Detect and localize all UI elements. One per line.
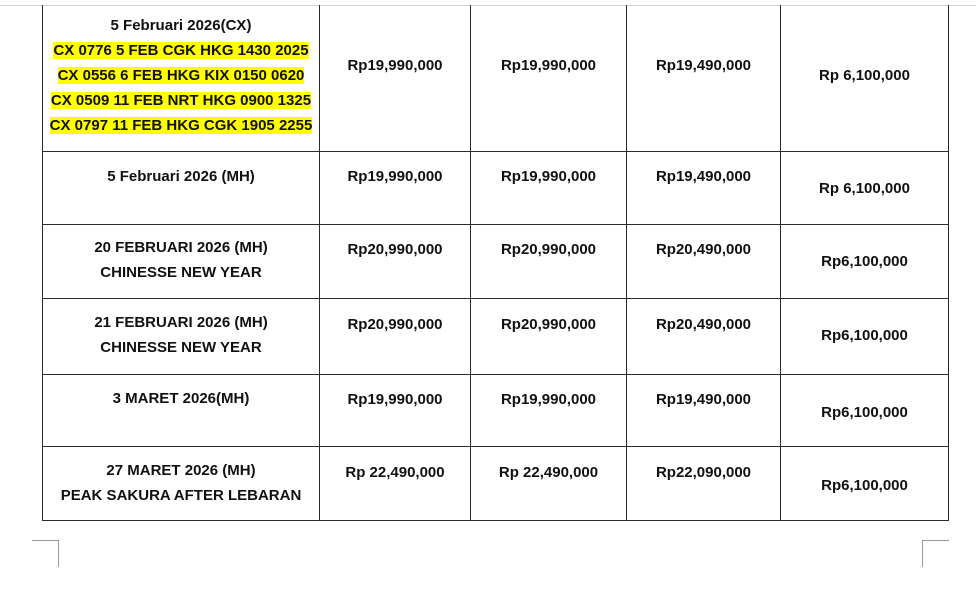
- price-cell: [471, 151, 627, 224]
- date-line-text: CHINESSE NEW YEAR: [100, 338, 262, 356]
- departure-date-cell: [43, 5, 320, 151]
- price-value: Rp19,990,000: [347, 390, 443, 408]
- date-line: [43, 113, 319, 138]
- price-value: Rp20,990,000: [500, 315, 597, 333]
- date-line-text: PEAK SAKURA AFTER LEBARAN: [60, 486, 302, 504]
- table-row: [43, 224, 949, 298]
- price-value: Rp19,490,000: [655, 57, 752, 74]
- price-value: Rp19,990,000: [347, 57, 443, 74]
- date-line: [43, 483, 319, 508]
- price-cell: [320, 224, 471, 298]
- extra-cost-cell: [781, 298, 949, 374]
- price-value: Rp20,490,000: [655, 315, 752, 333]
- price-cell: [320, 374, 471, 446]
- price-cell: [320, 5, 471, 151]
- date-line-text: 20 FEBRUARI 2026 (MH): [94, 238, 268, 256]
- date-line-text: 5 Februari 2026 (MH): [107, 167, 255, 185]
- departure-date-cell: [43, 151, 320, 224]
- table-row: [43, 446, 949, 520]
- price-value: Rp20,490,000: [655, 240, 752, 258]
- extra-cost-value: Rp6,100,000: [821, 476, 908, 494]
- extra-cost-value: Rp6,100,000: [821, 326, 908, 344]
- date-line: [43, 164, 319, 189]
- departure-date-cell: [43, 224, 320, 298]
- extra-cost-value: Rp 6,100,000: [819, 67, 910, 84]
- price-table: [42, 5, 949, 521]
- extra-cost-cell: [781, 151, 949, 224]
- price-cell: [320, 298, 471, 374]
- price-cell: [471, 374, 627, 446]
- price-cell: [320, 151, 471, 224]
- departure-date-cell: [43, 374, 320, 446]
- date-line: [43, 13, 319, 38]
- date-line: [43, 260, 319, 285]
- price-cell: [627, 446, 781, 520]
- price-cell: [471, 5, 627, 151]
- price-cell: [627, 298, 781, 374]
- departure-date-cell: [43, 298, 320, 374]
- price-cell: [627, 151, 781, 224]
- price-value: Rp19,990,000: [500, 390, 597, 408]
- price-cell: [320, 446, 471, 520]
- price-value: Rp20,990,000: [500, 240, 597, 258]
- date-line-text: CX 0509 11 FEB NRT HKG 0900 1325: [50, 92, 312, 109]
- price-cell: [471, 446, 627, 520]
- date-line-text: 21 FEBRUARI 2026 (MH): [94, 313, 268, 331]
- price-value: Rp19,990,000: [500, 167, 597, 185]
- price-cell: [627, 5, 781, 151]
- extra-cost-cell: [781, 224, 949, 298]
- extra-cost-cell: [781, 374, 949, 446]
- price-cell: [627, 224, 781, 298]
- price-cell: [471, 298, 627, 374]
- date-line-text: CHINESSE NEW YEAR: [100, 263, 262, 281]
- price-value: Rp 22,490,000: [345, 463, 445, 481]
- price-value: Rp19,990,000: [347, 167, 443, 185]
- date-line-text: 3 MARET 2026(MH): [112, 389, 250, 407]
- date-line: [43, 38, 319, 63]
- table-row: [43, 5, 949, 151]
- date-line: [43, 386, 319, 411]
- date-line-text: CX 0797 11 FEB HKG CGK 1905 2255: [49, 117, 313, 134]
- date-line: [43, 458, 319, 483]
- price-value: Rp20,990,000: [347, 315, 443, 333]
- date-line: [43, 335, 319, 360]
- price-cell: [471, 224, 627, 298]
- extra-cost-cell: [781, 5, 949, 151]
- date-line: [43, 63, 319, 88]
- page-margin-corner-left: [32, 540, 59, 567]
- table-row: [43, 374, 949, 446]
- price-value: Rp20,990,000: [347, 240, 443, 258]
- date-line: [43, 88, 319, 113]
- price-cell: [627, 374, 781, 446]
- date-line-text: 27 MARET 2026 (MH): [106, 461, 256, 479]
- table-row: [43, 151, 949, 224]
- date-line-text: CX 0556 6 FEB HKG KIX 0150 0620: [57, 67, 305, 84]
- date-line: [43, 310, 319, 335]
- date-line-text: 5 Februari 2026(CX): [110, 17, 252, 34]
- departure-date-cell: [43, 446, 320, 520]
- date-line: [43, 235, 319, 260]
- price-value: Rp19,490,000: [655, 167, 752, 185]
- table-row: [43, 298, 949, 374]
- extra-cost-cell: [781, 446, 949, 520]
- page-margin-corner-right: [922, 540, 949, 567]
- price-value: Rp 22,490,000: [498, 463, 599, 481]
- price-value: Rp22,090,000: [655, 463, 752, 481]
- extra-cost-value: Rp 6,100,000: [819, 179, 910, 197]
- extra-cost-value: Rp6,100,000: [821, 403, 908, 421]
- price-value: Rp19,490,000: [655, 390, 752, 408]
- date-line-text: CX 0776 5 FEB CGK HKG 1430 2025: [53, 42, 309, 59]
- extra-cost-value: Rp6,100,000: [821, 252, 908, 270]
- price-value: Rp19,990,000: [500, 57, 597, 74]
